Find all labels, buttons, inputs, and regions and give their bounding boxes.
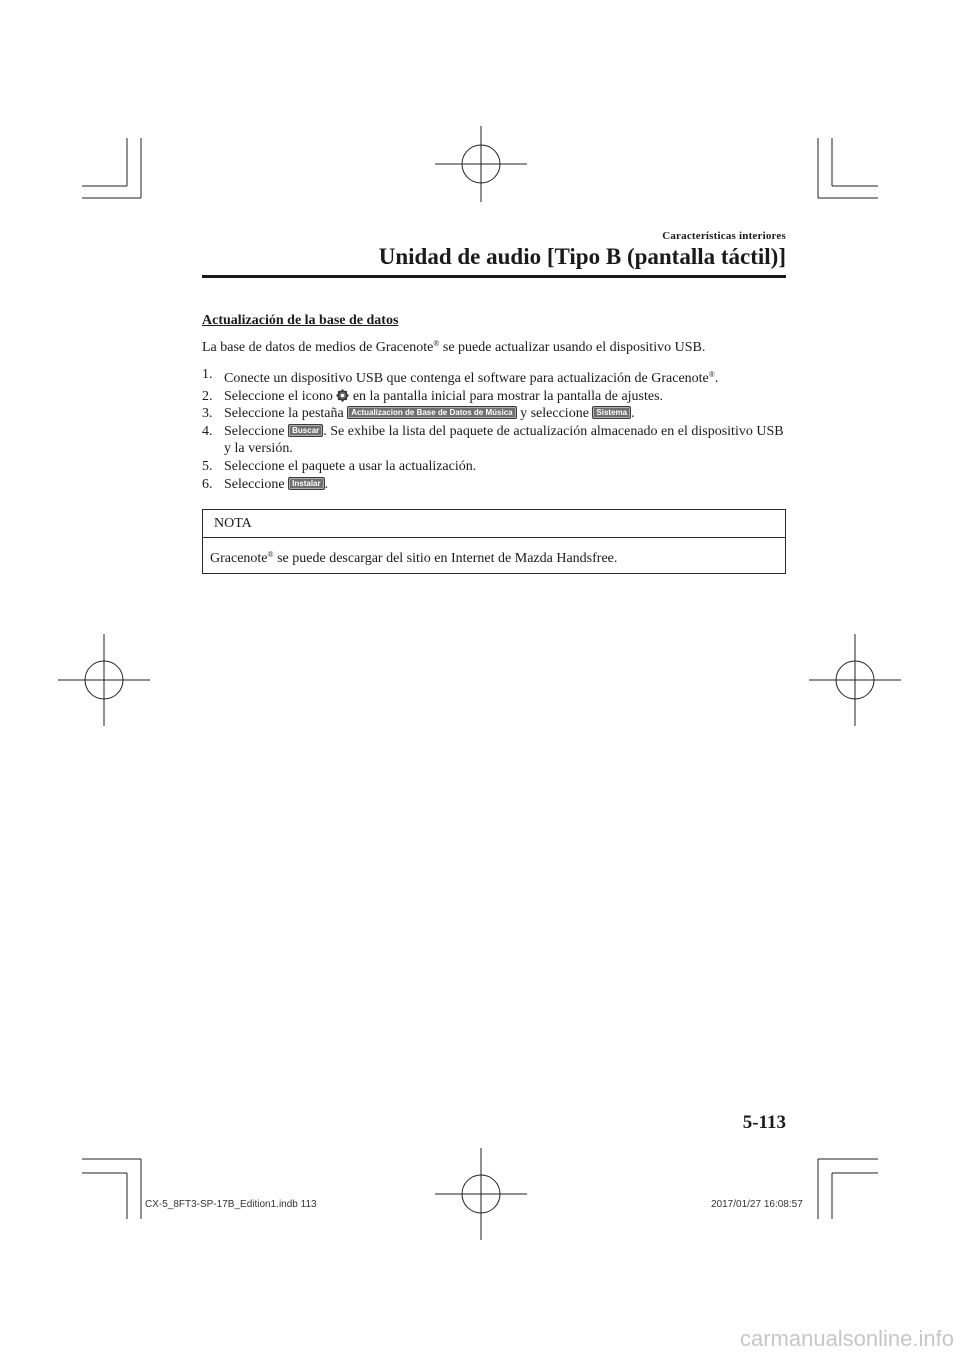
registered-mark: ® [267, 550, 274, 559]
page-number: 5-113 [742, 1112, 786, 1133]
step-text-part: en la pantalla inicial para mostrar la pantalla de ajustes. [349, 388, 664, 404]
intro-text-before: La base de datos de medios de Gracenote [202, 340, 434, 355]
list-item [202, 405, 786, 423]
step-number: 5. [202, 458, 213, 474]
install-button: Instalar [288, 477, 324, 490]
step-number: 2. [202, 388, 213, 404]
search-button: Buscar [288, 424, 323, 437]
step-number: 6. [202, 476, 213, 492]
step-text-part: . [631, 406, 635, 422]
list-item [202, 366, 786, 388]
gear-icon [336, 389, 349, 402]
title-rule [202, 275, 786, 278]
step-number: 4. [202, 423, 213, 439]
step-text-part: . Se exhibe la lista del paquete de actualización almacenado en el dispositivo USB y la versión. [224, 423, 784, 457]
step-text-part: Conecte un dispositivo USB que contenga el software para actualización de Gracenote [224, 371, 709, 386]
steps-list [202, 366, 786, 493]
step-text [224, 405, 786, 423]
section-category: Características interiores [662, 230, 786, 242]
list-item [202, 388, 786, 406]
note-text-before: Gracenote [210, 551, 268, 566]
footer-timestamp: 2017/01/27 16:08:57 [711, 1199, 803, 1210]
system-button: Sistema [592, 406, 631, 419]
registered-mark: ® [433, 339, 440, 348]
step-number: 3. [202, 406, 213, 422]
step-text-part: Seleccione el icono [224, 388, 337, 404]
step-text-part: Seleccione [224, 476, 289, 492]
list-item [202, 458, 786, 476]
step-text [224, 423, 786, 458]
step-text [224, 366, 786, 388]
step-number: 1. [202, 367, 213, 382]
intro-paragraph [202, 339, 705, 356]
page-title: Unidad de audio [Tipo B (pantalla táctil)] [378, 244, 786, 269]
list-item [202, 423, 786, 458]
step-text [224, 388, 786, 406]
step-text [224, 476, 786, 494]
note-heading: NOTA [203, 510, 785, 538]
database-update-tab-button: Actualizacion de Base de Datos de Música [347, 406, 516, 419]
note-box [202, 509, 786, 574]
intro-text-after: se puede actualizar usando el dispositivo USB. [439, 340, 706, 355]
registered-mark: ® [708, 370, 715, 379]
step-text-part: . [324, 476, 329, 492]
step-text-part: Seleccione el paquete a usar la actualización. [224, 458, 477, 474]
list-item [202, 476, 786, 494]
step-text-part: y seleccione [516, 406, 593, 422]
note-body [203, 538, 785, 576]
step-text-part: . [714, 371, 719, 386]
subheading: Actualización de la base de datos [202, 313, 399, 328]
note-text-after: se puede descargar del sitio en Internet de Mazda Handsfree. [273, 551, 618, 566]
step-text [224, 458, 786, 476]
step-text-part: Seleccione la pestaña [224, 406, 348, 422]
step-text-part: Seleccione [224, 423, 289, 439]
footer-file-info: CX-5_8FT3-SP-17B_Edition1.indb 113 [145, 1199, 317, 1210]
watermark: carmanualsonline.info [739, 1326, 954, 1351]
